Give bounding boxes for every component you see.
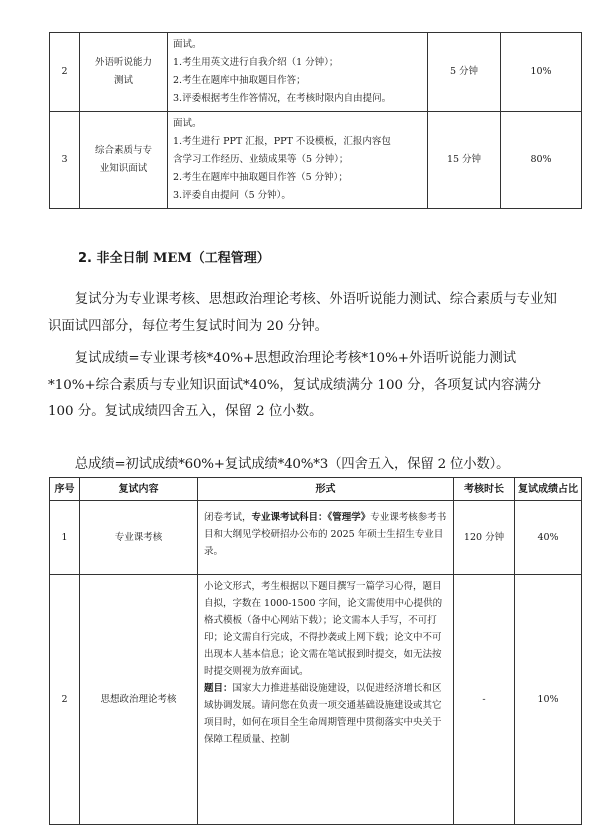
row-content: 综合素质与专业知识面试	[80, 112, 168, 209]
row-form: 面试。 1.考生进行 PPT 汇报，PPT 不设模板，汇报内容包 含学习工作经历、业绩成果等（5 分钟）； 2.考生在题库中抽取题目作答（5 分钟）； 3.评委自由提问（5 分钟）。	[168, 112, 428, 209]
row-form: 面试。 1.考生用英文进行自我介绍（1 分钟）； 2.考生在题库中抽取题目作答； 3.评委根据考生作答情况，在考核时限内自由提问。	[168, 33, 428, 112]
header-form: 形式	[198, 478, 454, 501]
table-header-row	[50, 478, 582, 501]
row-index: 3	[50, 112, 80, 209]
topic-label: 题目：	[204, 683, 233, 694]
section-title	[78, 247, 270, 266]
table-row	[50, 33, 582, 112]
row-ratio: 10%	[515, 575, 582, 825]
header-duration: 考核时长	[454, 478, 515, 501]
header-ratio: 复试成绩占比	[515, 478, 582, 501]
row-ratio: 10%	[501, 33, 582, 112]
header-content: 复试内容	[80, 478, 198, 501]
row-index: 1	[50, 501, 80, 575]
paragraph-total-formula: 总成绩=初试成绩*60%+复试成绩*40%*3（四舍五入，保留 2 位小数）。	[74, 457, 510, 472]
header-index: 序号	[50, 478, 80, 501]
row-form: 小论文形式，考生根据以下题目撰写一篇学习心得，题目自拟，字数在 1000-1500 字间，论文需使用中心提供的格式模板（备中心网站下载）；论文需本人手写，不可打印；论文需自行完成，不得抄袭或上网下载；论文中不可出现本人基本信息；论文需在笔试报到时提交，如无法按时提交则视为放弃面试。 题目：国家大力推进基础设施建设，以促进经济增长和区域协调发展。请问您在负责一项交通基础设施建设或其它项目时，如何在项目全生命周期管理中贯彻落实中央关于保障工程质量、控制	[198, 575, 454, 825]
row-ratio: 40%	[515, 501, 582, 575]
assessment-table-continued	[49, 32, 582, 209]
row-content: 思想政治理论考核	[80, 575, 198, 825]
row-duration: -	[454, 575, 515, 825]
row-content: 专业课考核	[80, 501, 198, 575]
row-index: 2	[50, 575, 80, 825]
row-content: 外语听说能力测试	[80, 33, 168, 112]
row-index: 2	[50, 33, 80, 112]
row-duration: 15 分钟	[428, 112, 501, 209]
row-form: 闭卷考试，专业课考试科目：《管理学》专业课考核参考书目和大纲见学校研招办公布的 2025 年硕士生招生专业目录。	[198, 501, 454, 575]
row-duration: 120 分钟	[454, 501, 515, 575]
table-row	[50, 575, 582, 825]
row-ratio: 80%	[501, 112, 582, 209]
row-duration: 5 分钟	[428, 33, 501, 112]
section-title-text: 非全日制 MEM（工程管理）	[96, 251, 270, 266]
section-number: 2.	[78, 251, 92, 266]
assessment-table	[49, 477, 582, 825]
paragraph-score-formula: 复试成绩=专业课考核*40%+思想政治理论考核*10%+外语听说能力测试*10%+综合素质与专业知识面试*40%，复试成绩满分 100 分，各项复试内容满分 100 分。复试成绩四舍五入，保留 2 位小数。	[48, 351, 542, 419]
table-row	[50, 501, 582, 575]
paragraph-format: 复试分为专业课考核、思想政治理论考核、外语听说能力测试、综合素质与专业知识面试四部分，每位考生复试时间为 20 分钟。	[48, 292, 557, 334]
exam-subject: 专业课考试科目：《管理学》	[251, 512, 371, 523]
table-row	[50, 112, 582, 209]
